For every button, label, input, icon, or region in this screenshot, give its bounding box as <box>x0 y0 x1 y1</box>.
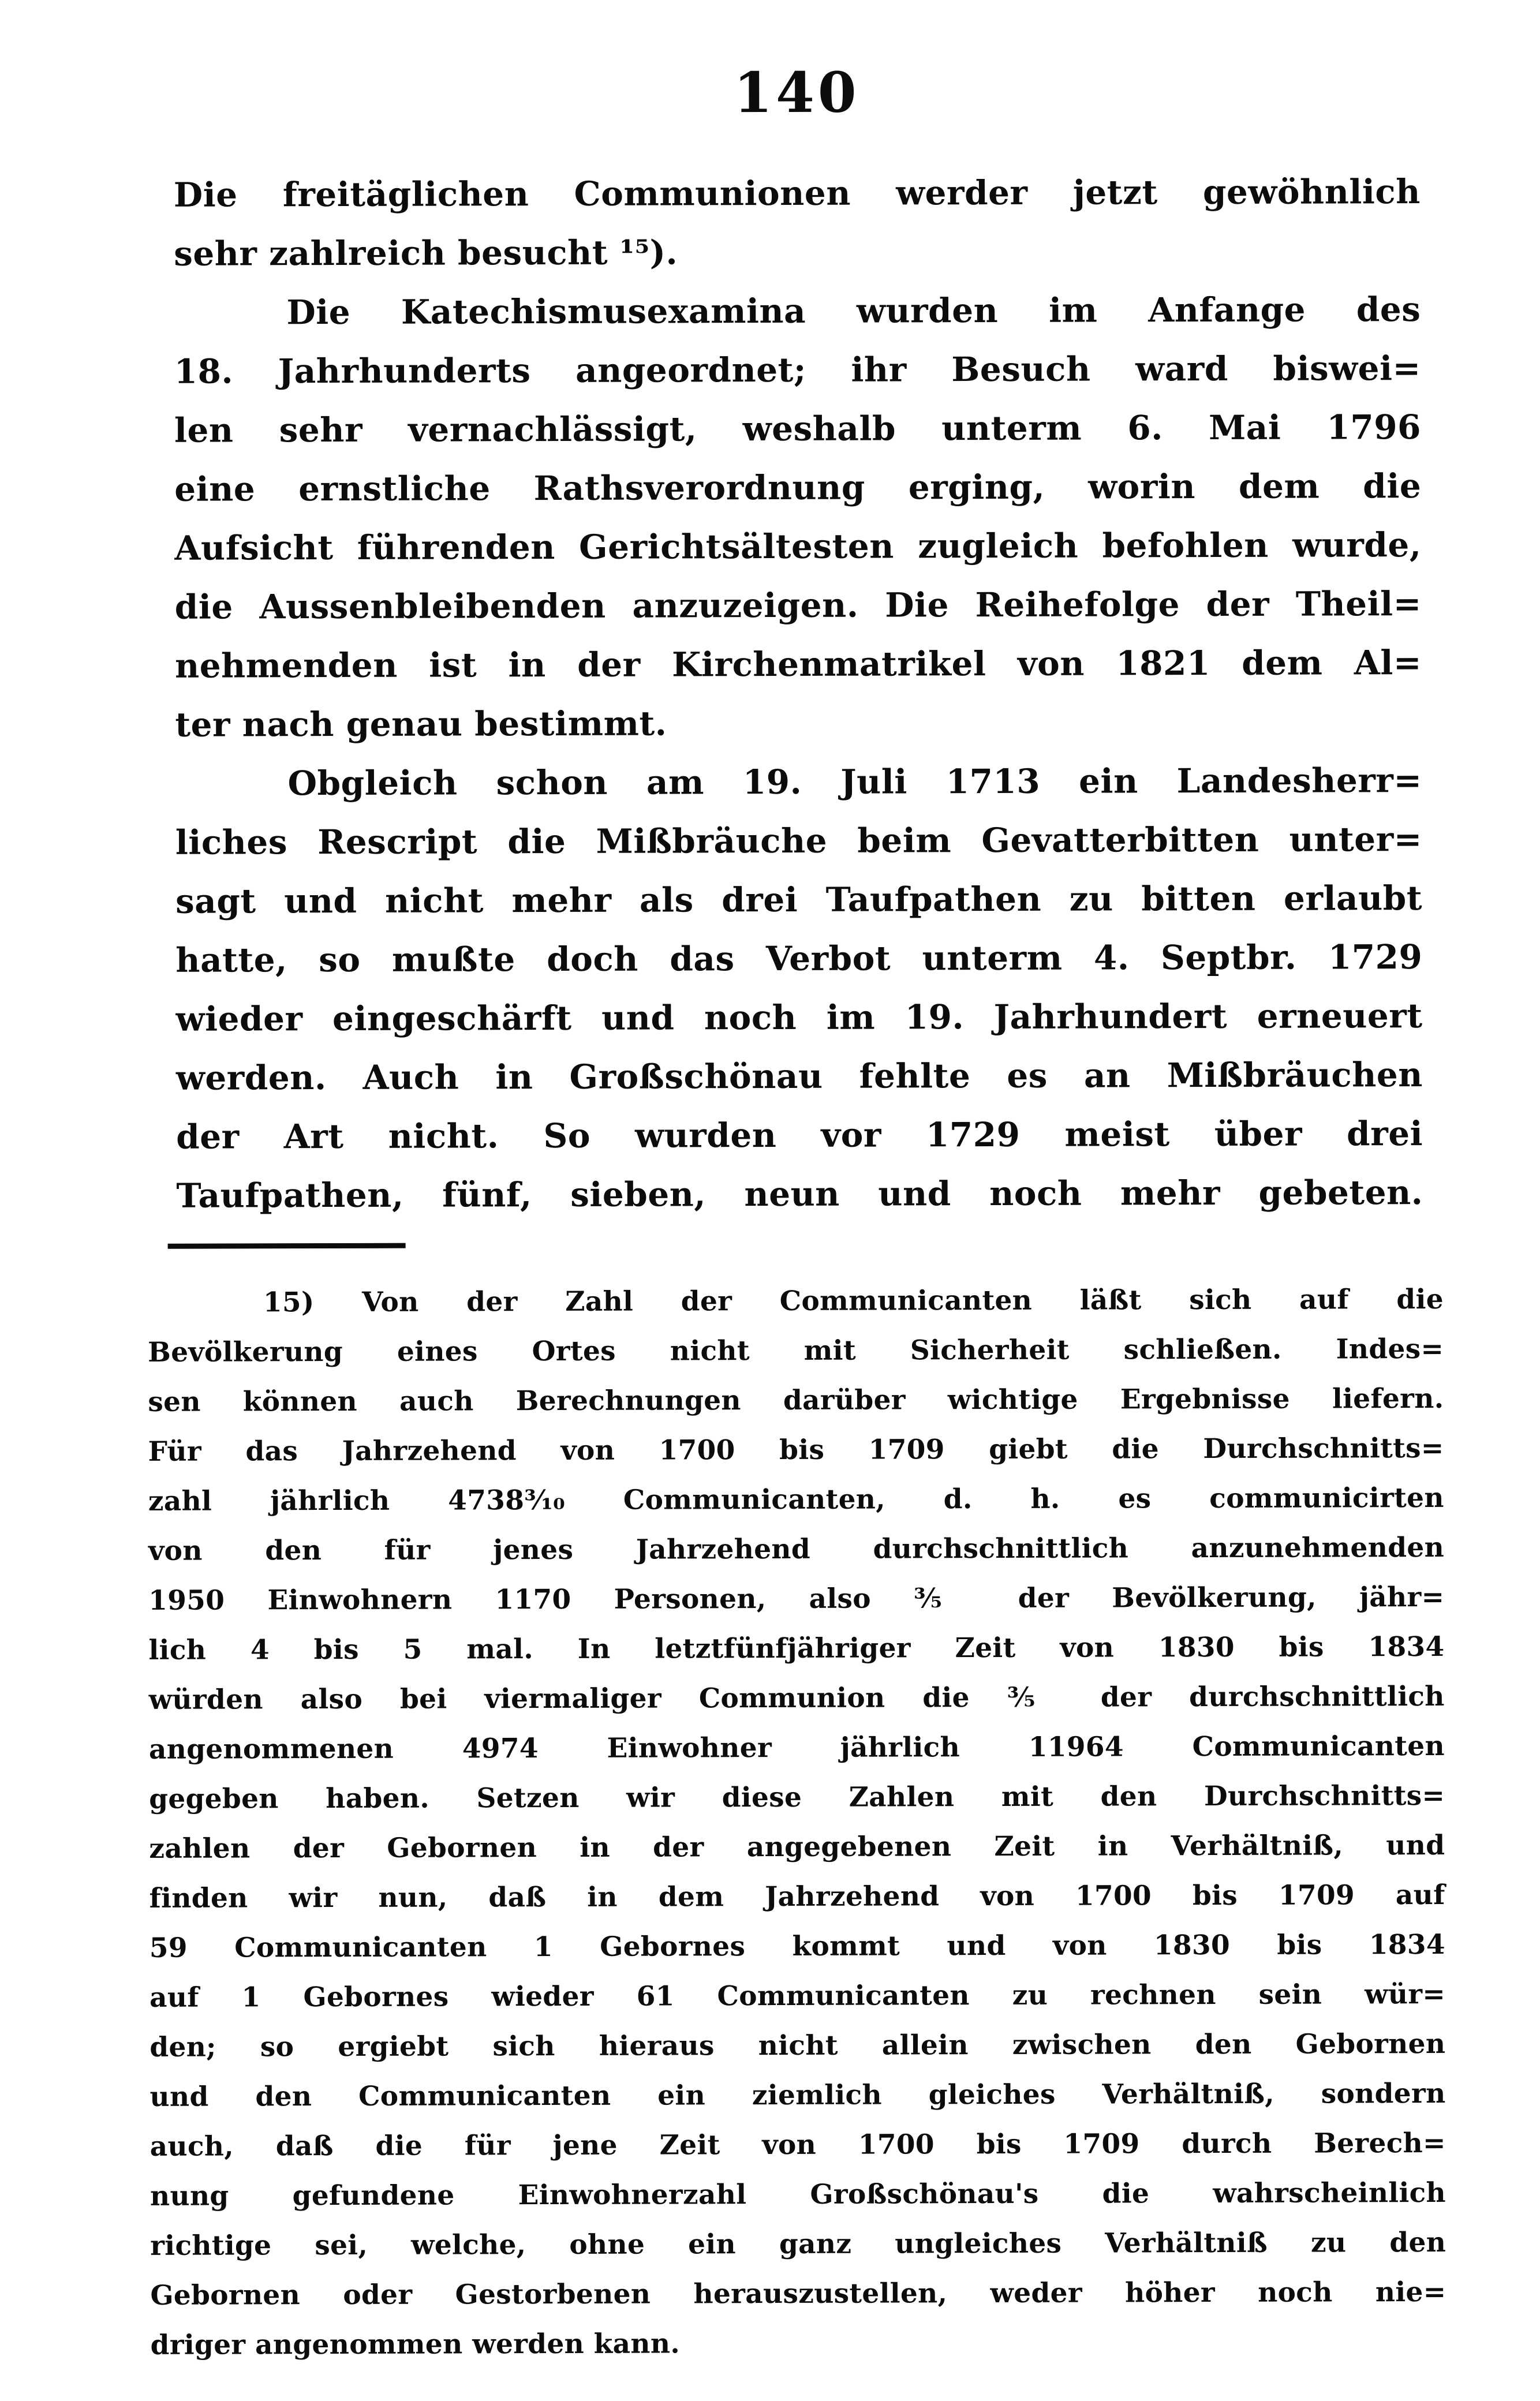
footnote-line: von den für jenes Jahrzehend durchschnittlich anzunehmenden <box>148 1531 1445 1567</box>
paragraph <box>175 751 1423 1225</box>
footnote-block <box>148 1275 1446 2370</box>
text-line: len sehr vernachlässigt, weshalb unterm 6. Mai 1796 <box>174 407 1422 450</box>
text-line: sehr zahlreich besucht ¹⁵). <box>174 233 678 274</box>
main-text-block <box>174 162 1423 1225</box>
footnote-line: und den Communicanten ein ziemlich gleiches Verhältniß, sondern <box>149 2077 1446 2113</box>
text-line: Die Katechismusexamina wurden im Anfange des <box>286 290 1421 332</box>
footnote-line: auch, daß die für jene Zeit von 1700 bis 1709 durch Berech= <box>149 2127 1446 2163</box>
footnote-line: sen können auch Berechnungen darüber wichtige Ergebnisse liefern. <box>148 1382 1444 1418</box>
text-line: Taufpathen, fünf, sieben, neun und noch mehr gebeten. <box>176 1173 1423 1216</box>
footnote-line: 15) Von der Zahl der Communicanten läßt sich auf die <box>263 1283 1444 1319</box>
text-line: ter nach genau bestimmt. <box>175 704 667 745</box>
footnote-line: zahl jährlich 4738³⁄₁₀ Communicanten, d. h. es communicirten <box>148 1482 1444 1517</box>
footnote-line: auf 1 Gebornes wieder 61 Communicanten zu rechnen sein wür= <box>149 1978 1446 2014</box>
footnote-line: nung gefundene Einwohnerzahl Großschönau's die wahrscheinlich <box>149 2176 1446 2212</box>
text-line: nehmenden ist in der Kirchenmatrikel von 1821 dem Al= <box>174 643 1422 686</box>
footnote-line: driger angenommen werden kann. <box>150 2328 681 2361</box>
text-line: liches Rescript die Mißbräuche beim Gevatterbitten unter= <box>175 820 1422 862</box>
text-line: sagt und nicht mehr als drei Taufpathen zu bitten erlaubt <box>175 878 1423 921</box>
footnote-line: angenommenen 4974 Einwohner jährlich 11964 Communicanten <box>148 1730 1445 1766</box>
text-line: Aufsicht führenden Gerichtsältesten zugleich befohlen wurde, <box>174 525 1422 568</box>
paragraph <box>174 162 1421 283</box>
text-line: der Art nicht. So wurden vor 1729 meist über drei <box>176 1114 1423 1157</box>
text-line: die Aussenbleibenden anzuzeigen. Die Reihefolge der Theil= <box>174 584 1422 627</box>
text-line: werden. Auch in Großschönau fehlte es an Mißbräuchen <box>175 1055 1423 1098</box>
footnote-line: Gebornen oder Gestorbenen herauszustellen, weder höher noch nie= <box>150 2276 1446 2312</box>
text-line: Die freitäglichen Communionen werder jetzt gewöhnlich <box>173 172 1421 215</box>
footnote-line: gegeben haben. Setzen wir diese Zahlen mit den Durchschnitts= <box>149 1779 1445 1815</box>
text-line: eine ernstliche Rathsverordnung erging, worin dem die <box>174 466 1422 509</box>
footnote-line: Bevölkerung eines Ortes nicht mit Sicherheit schließen. Indes= <box>148 1333 1444 1368</box>
footnote-separator <box>168 1243 406 1249</box>
footnote-line: den; so ergiebt sich hieraus nicht allein zwischen den Gebornen <box>149 2028 1446 2063</box>
footnote-line: 1950 Einwohnern 1170 Personen, also ⅗ der Bevölkerung, jähr= <box>148 1581 1445 1617</box>
text-line: 18. Jahrhunderts angeordnet; ihr Besuch ward biswei= <box>174 349 1421 391</box>
footnote-line: 59 Communicanten 1 Gebornes kommt und von 1830 bis 1834 <box>149 1928 1445 1964</box>
text-line: Obgleich schon am 19. Juli 1713 ein Landesherr= <box>287 761 1422 803</box>
footnote-line: finden wir nun, daß in dem Jahrzehend von 1700 bis 1709 auf <box>149 1879 1445 1914</box>
footnote-line: zahlen der Gebornen in der angegebenen Zeit in Verhältniß, und <box>149 1829 1445 1865</box>
footnote-line: lich 4 bis 5 mal. In letztfünfjähriger Zeit von 1830 bis 1834 <box>148 1630 1445 1666</box>
footnote-line: würden also bei viermaliger Communion die ⅗ der durchschnittlich <box>148 1680 1445 1716</box>
footnote-line: Für das Jahrzehend von 1700 bis 1709 giebt die Durchschnitts= <box>148 1432 1444 1468</box>
text-line: wieder eingeschärft und noch im 19. Jahrhundert erneuert <box>175 996 1423 1039</box>
footnote-line: richtige sei, welche, ohne ein ganz ungleiches Verhältniß zu den <box>150 2226 1446 2262</box>
page-number: 140 <box>734 59 860 126</box>
paragraph <box>174 280 1422 754</box>
text-line: hatte, so mußte doch das Verbot unterm 4. Septbr. 1729 <box>175 937 1423 980</box>
